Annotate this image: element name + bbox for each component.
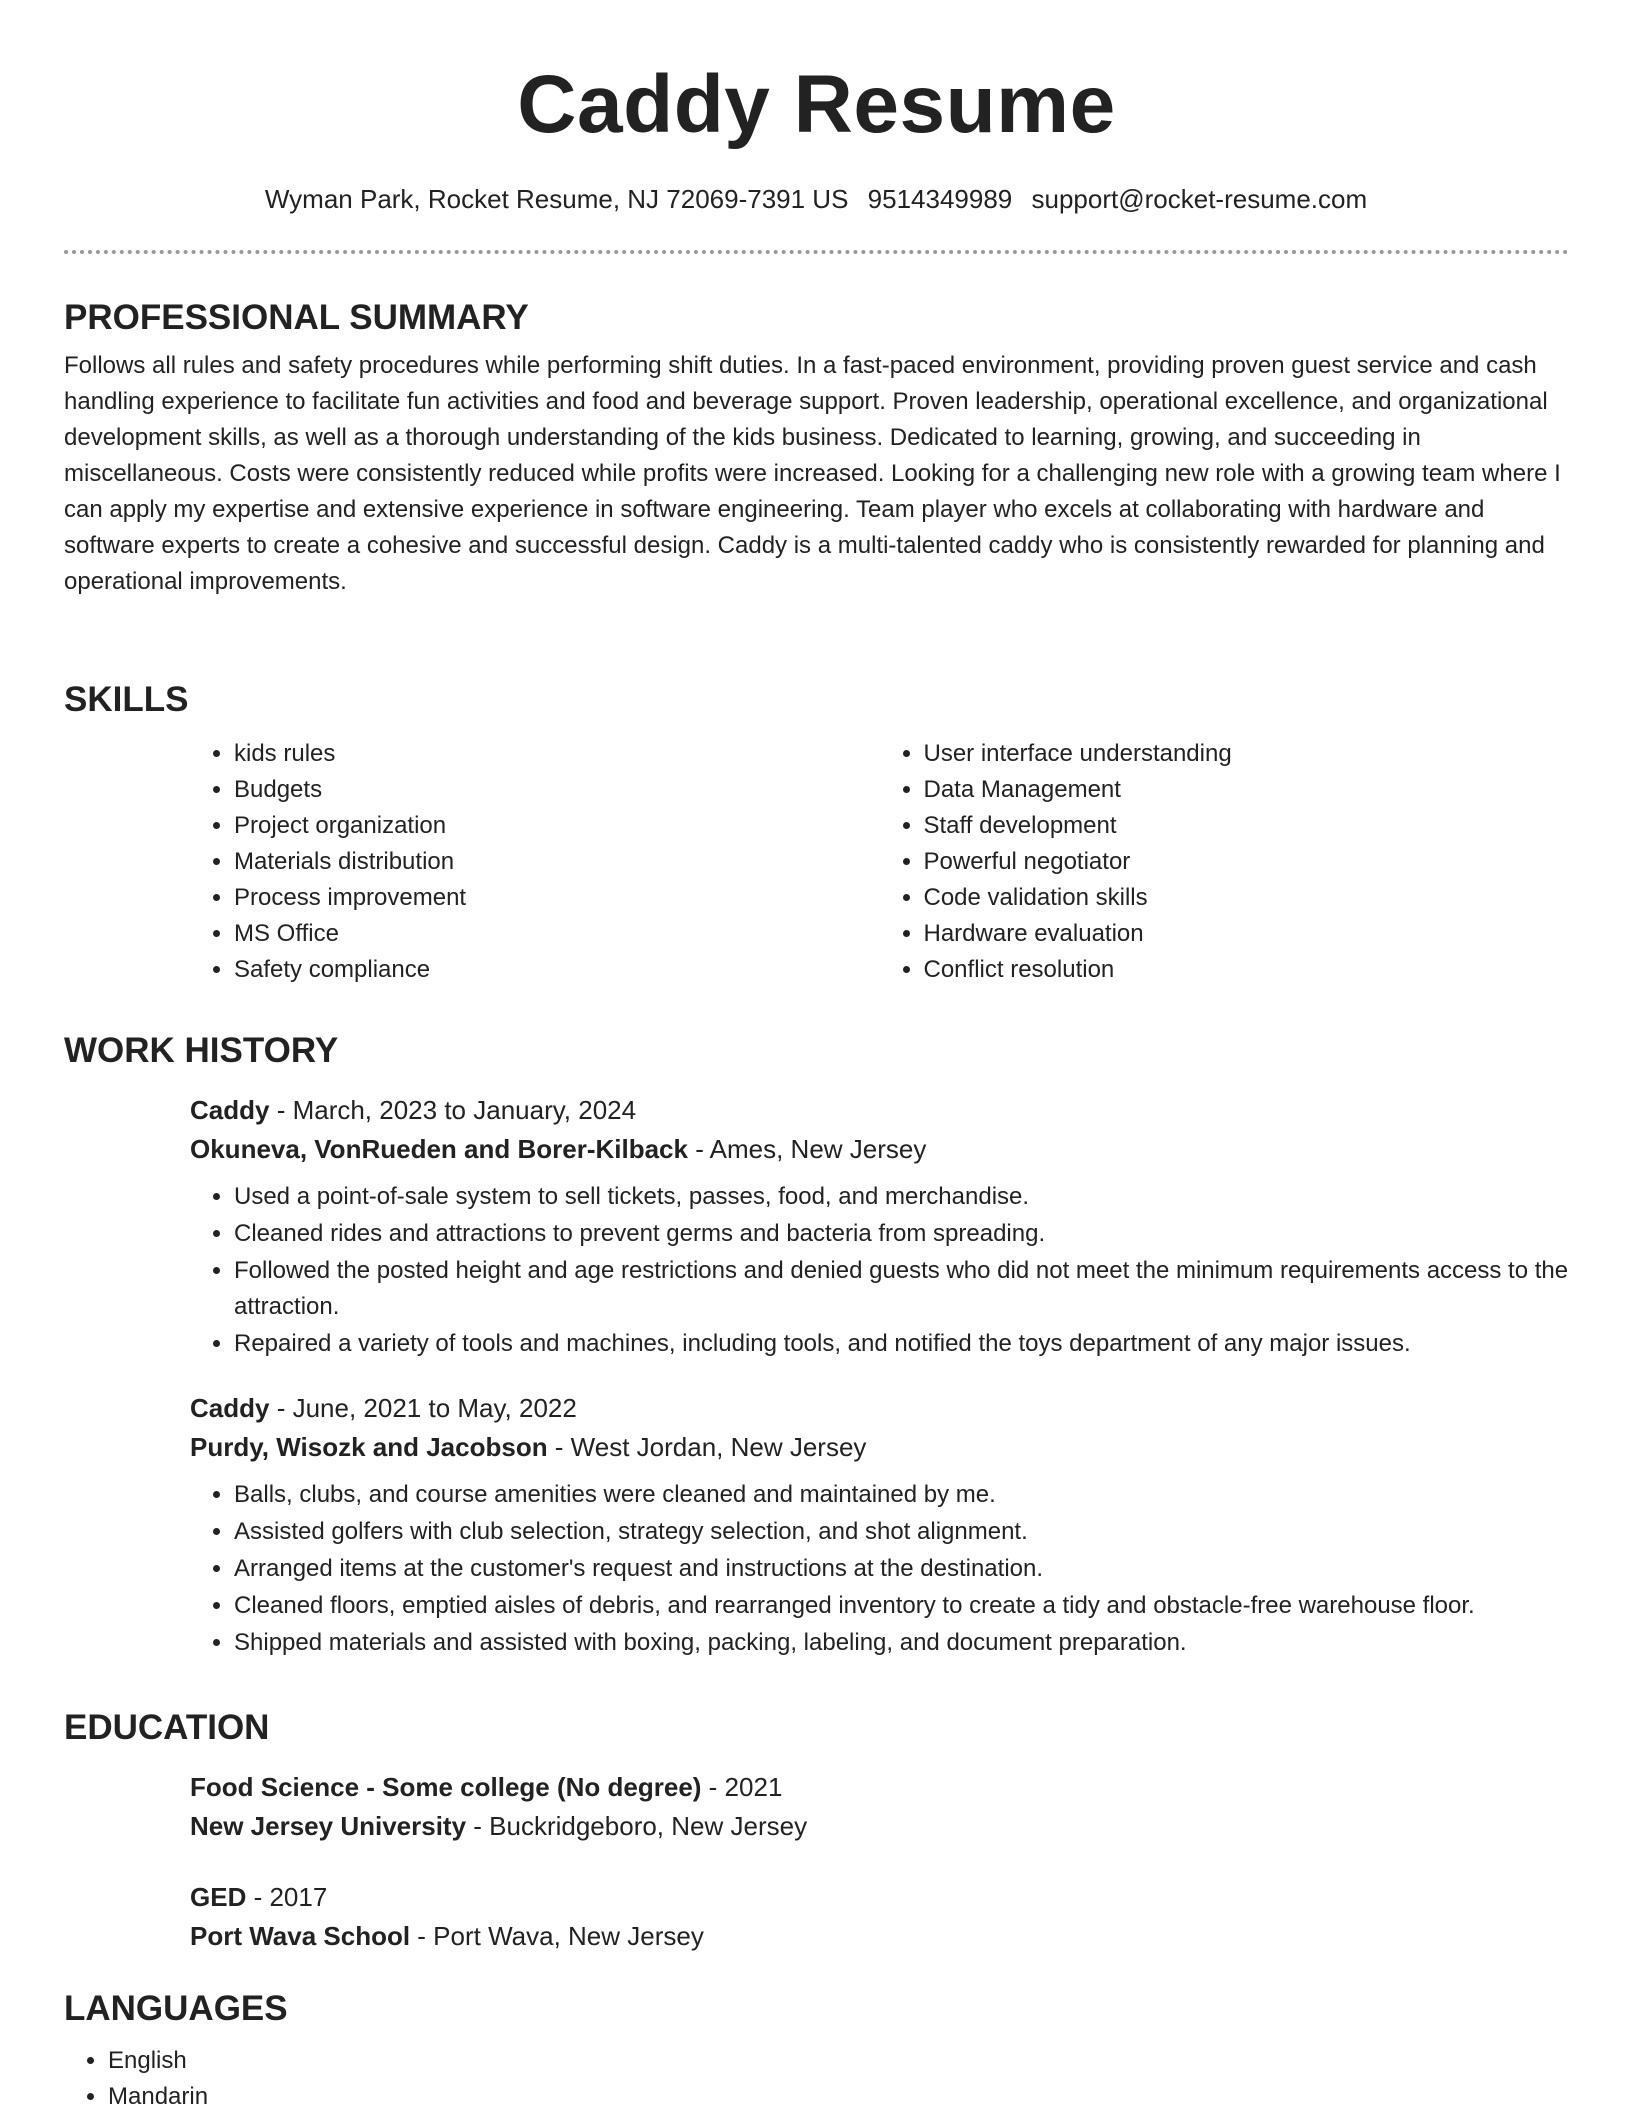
languages-section bbox=[64, 1987, 1569, 2115]
job-duty: • Shipped materials and assisted with boxing, packing, labeling, and document preparation. bbox=[234, 1625, 1569, 1661]
skill-item: • Materials distribution bbox=[234, 844, 880, 880]
job-title-line bbox=[190, 1091, 1569, 1130]
job-duty: • Balls, clubs, and course amenities were cleaned and maintained by me. bbox=[234, 1477, 1569, 1513]
summary-text: Follows all rules and safety procedures while performing shift duties. In a fast-paced environment, providing proven guest service and cash handling experience to facilitate fun activities and food and beverage support. Proven leadership, operational excellence, and organizational development skills, as well as a thorough understanding of the kids business. Dedicated to learning, growing, and succeeding in miscellaneous. Costs were consistently reduced while profits were increased. Looking for a challenging new role with a growing team where I can apply my expertise and extensive experience in software engineering. Team player who excels at collaborating with hardware and software experts to create a cohesive and successful design. Caddy is a multi-talented caddy who is consistently rewarded for planning and operational improvements. bbox=[64, 352, 1561, 595]
education-year: - 2017 bbox=[246, 1882, 328, 1912]
language-item: • Mandarin bbox=[108, 2079, 1569, 2115]
job-entry bbox=[190, 1389, 1569, 1661]
education-heading: EDUCATION bbox=[64, 1708, 270, 1747]
skills-column-left bbox=[190, 736, 880, 988]
skills-column-right bbox=[880, 736, 1570, 988]
education-degree-line bbox=[190, 1768, 1569, 1807]
job-title-line bbox=[190, 1389, 1569, 1428]
skill-item: • Staff development bbox=[924, 808, 1570, 844]
education-year: - 2021 bbox=[701, 1772, 783, 1802]
job-duty: • Assisted golfers with club selection, strategy selection, and shot alignment. bbox=[234, 1514, 1569, 1550]
education-section bbox=[64, 1706, 1569, 1956]
skills-section bbox=[64, 678, 1569, 988]
skill-item: • Process improvement bbox=[234, 880, 880, 916]
skill-item: • Safety compliance bbox=[234, 952, 880, 988]
skills-heading: SKILLS bbox=[64, 680, 189, 719]
job-dates: - March, 2023 to January, 2024 bbox=[269, 1095, 637, 1125]
header-divider bbox=[64, 250, 1569, 254]
work-history-heading: WORK HISTORY bbox=[64, 1031, 339, 1070]
education-entry bbox=[190, 1768, 1569, 1846]
job-duty: • Used a point-of-sale system to sell tickets, passes, food, and merchandise. bbox=[234, 1179, 1569, 1215]
job-location: - West Jordan, New Jersey bbox=[547, 1432, 867, 1462]
job-duties bbox=[190, 1477, 1569, 1661]
skill-item: • User interface understanding bbox=[924, 736, 1570, 772]
job-duty: • Repaired a variety of tools and machines, including tools, and notified the toys department of any major issues. bbox=[234, 1326, 1569, 1362]
skill-item: • MS Office bbox=[234, 916, 880, 952]
job-location: - Ames, New Jersey bbox=[687, 1134, 927, 1164]
education-entry bbox=[190, 1878, 1569, 1956]
job-company: Okuneva, VonRueden and Borer-Kilback bbox=[190, 1134, 688, 1164]
skill-item: • Conflict resolution bbox=[924, 952, 1570, 988]
education-degree-line bbox=[190, 1878, 1569, 1917]
job-role: Caddy bbox=[190, 1095, 270, 1125]
education-school: Port Wava School bbox=[190, 1921, 411, 1951]
job-entry bbox=[190, 1091, 1569, 1362]
language-item: • English bbox=[108, 2043, 1569, 2079]
education-degree: GED bbox=[190, 1882, 247, 1912]
education-school: New Jersey University bbox=[190, 1811, 467, 1841]
education-location: - Buckridgeboro, New Jersey bbox=[466, 1811, 808, 1841]
skill-item: • Code validation skills bbox=[924, 880, 1570, 916]
job-duty: • Cleaned rides and attractions to prevent germs and bacteria from spreading. bbox=[234, 1216, 1569, 1252]
job-company-line bbox=[190, 1428, 1569, 1467]
job-duty: • Arranged items at the customer's request and instructions at the destination. bbox=[234, 1551, 1569, 1587]
job-company-line bbox=[190, 1130, 1569, 1169]
languages-heading: LANGUAGES bbox=[64, 1989, 288, 2028]
contact-email: support@rocket-resume.com bbox=[1031, 184, 1368, 214]
contact-phone: 9514349989 bbox=[867, 184, 1013, 214]
job-duties bbox=[190, 1179, 1569, 1362]
skill-item: • Budgets bbox=[234, 772, 880, 808]
job-duty: • Cleaned floors, emptied aisles of debris, and rearranged inventory to create a tidy and obstacle-free warehouse floor. bbox=[234, 1588, 1569, 1624]
skill-item: • kids rules bbox=[234, 736, 880, 772]
skill-item: • Project organization bbox=[234, 808, 880, 844]
contact-line bbox=[0, 181, 1632, 217]
education-school-line bbox=[190, 1917, 1569, 1956]
skill-item: • Data Management bbox=[924, 772, 1570, 808]
candidate-name: Caddy Resume bbox=[517, 59, 1116, 150]
skill-item: • Powerful negotiator bbox=[924, 844, 1570, 880]
education-school-line bbox=[190, 1807, 1569, 1846]
languages-list bbox=[64, 2043, 1569, 2115]
skills-list bbox=[190, 736, 1569, 988]
job-duty: • Followed the posted height and age restrictions and denied guests who did not meet the minimum requirements access to the attraction. bbox=[234, 1253, 1569, 1325]
job-company: Purdy, Wisozk and Jacobson bbox=[190, 1432, 548, 1462]
education-location: - Port Wava, New Jersey bbox=[410, 1921, 704, 1951]
education-degree: Food Science - Some college (No degree) bbox=[190, 1772, 702, 1802]
work-history-section bbox=[64, 1029, 1569, 1662]
job-role: Caddy bbox=[190, 1393, 270, 1423]
contact-address: Wyman Park, Rocket Resume, NJ 72069-7391 US bbox=[264, 184, 849, 214]
summary-section bbox=[64, 296, 1569, 600]
skill-item: • Hardware evaluation bbox=[924, 916, 1570, 952]
job-dates: - June, 2021 to May, 2022 bbox=[269, 1393, 577, 1423]
summary-heading: PROFESSIONAL SUMMARY bbox=[64, 298, 529, 337]
